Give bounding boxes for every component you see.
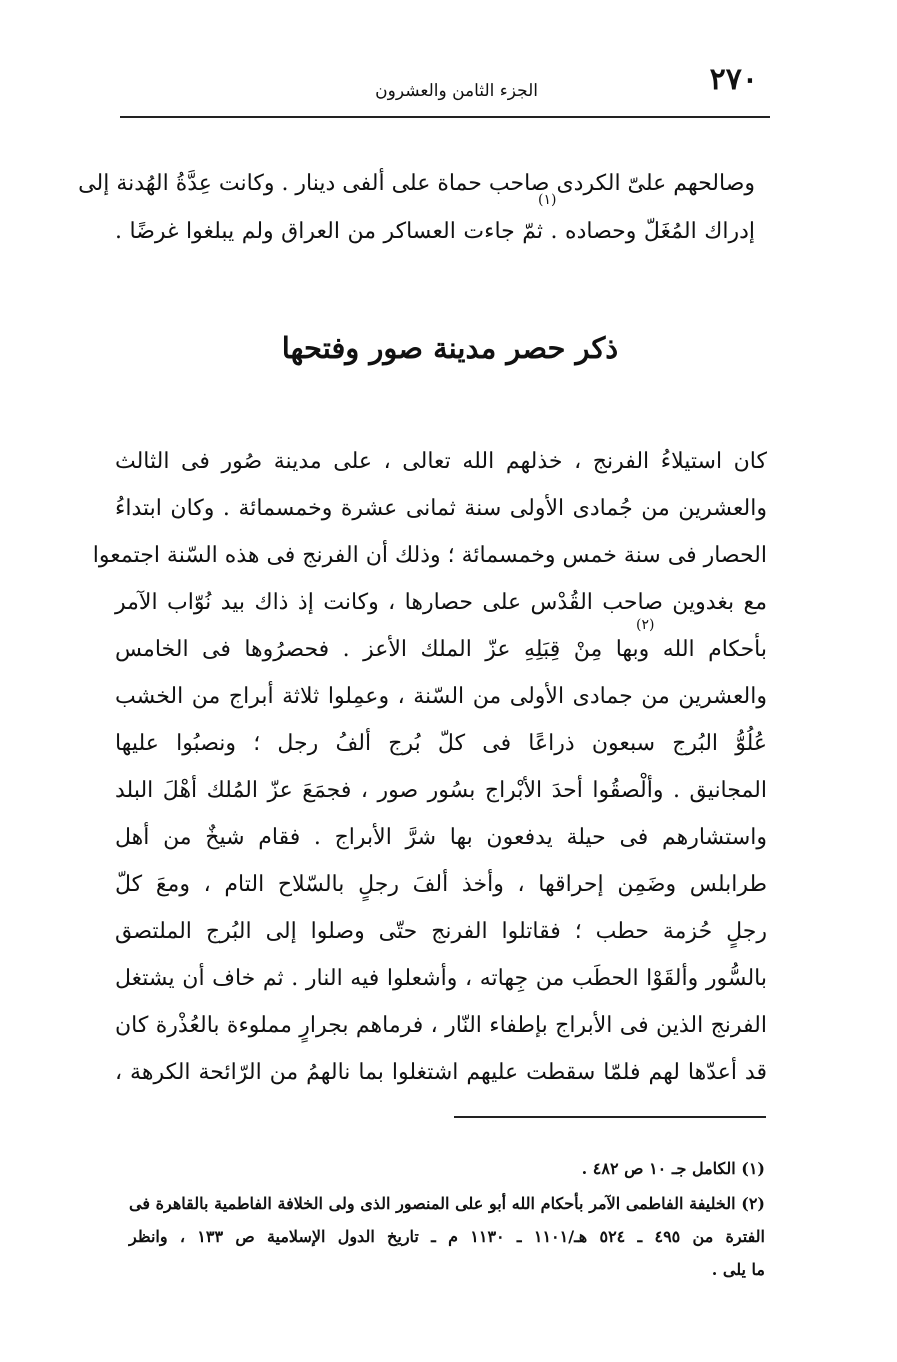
text-line: المجانيق . وألْصقُوا أحدَ الأبْراج بسُور صور ، فجمَعَ عزّ المُلك أهْلَ البلد: [115, 778, 767, 803]
text-line: واستشارهم فى حيلة يدفعون بها شرَّ الأبراج . فقام شيخٌ من أهل: [115, 825, 767, 850]
text-line: الفرنج الذين فى الأبراج بإطفاء النّار ، فرماهم بجرارٍ مملوءة بالعُذْرة كان: [115, 1013, 767, 1038]
text-line: بالسُّور وألقَوْا الحطَب من جِهاته ، وأشعلوا فيه النار . ثم خاف أن يشتغل: [115, 966, 767, 991]
text-line: والعشرين من جُمادى الأولى سنة ثمانى عشرة وخمسمائة . وكان ابتداءُ: [115, 496, 767, 521]
intro-paragraph: [78, 160, 755, 256]
footnote-2: [129, 1187, 765, 1286]
footnote-line: (٢) الخليفة الفاطمى الآمر بأحكام الله أبو على المنصور الذى ولى الخلافة الفاطمية بالقاهرة فى: [129, 1194, 765, 1213]
text-line: بأحكام الله وبها مِنْ قِبَلِهِ عزّ الملك الأعز . فحصرُوها فى الخامس: [115, 637, 767, 662]
footnote-line: الفترة من ٤٩٥ ـ ٥٢٤ هـ/١١٠١ ـ ١١٣٠ م ـ تاريخ الدول الإسلامية ص ١٣٣ ، وانظر: [129, 1227, 765, 1246]
footnote-1: [129, 1152, 765, 1185]
text-line: والعشرين من جمادى الأولى من السّنة ، وعمِلوا ثلاثة أبراج من الخشب: [115, 684, 767, 709]
section-title: ذكر حصر مدينة صور وفتحها: [281, 331, 619, 365]
footnote-marker-1: (١): [538, 192, 557, 208]
text-line: طرابلس وضَمِن إحراقها ، وأخذ ألفَ رجلٍ بالسّلاح التام ، ومعَ كلّ: [115, 872, 767, 897]
footnote-rule: [454, 1116, 766, 1118]
footnote-marker-2: (٢): [636, 617, 655, 633]
running-head: الجزء الثامن والعشرون: [375, 81, 538, 101]
text-line: عُلُوُّ البُرج سبعون ذراعًا فى كلّ بُرج ألفُ رجل ؛ ونصبُوا عليها: [115, 731, 767, 756]
text-line: [115, 208, 755, 256]
body-paragraph: [92, 438, 767, 1096]
footnote-line: ما يلى .: [711, 1260, 765, 1279]
page-header: [120, 62, 770, 120]
header-rule: [120, 116, 770, 118]
text-line: وصالحهم علىّ الكردى صاحب حماة على ألفى دينار . وكانت عِدَّةُ الهُدنة إلى: [78, 171, 755, 196]
footnotes: [129, 1152, 765, 1286]
text-line: مع بغدوين صاحب القُدْس على حصارها ، وكانت إذ ذاك بيد نُوّاب الآمر: [115, 590, 767, 615]
text-line: كان استيلاءُ الفرنج ، خذلهم الله تعالى ، على مدينة صُور فى الثالث: [115, 449, 767, 474]
text-line: قد أعدّها لهم فلمّا سقطت عليهم اشتغلوا بما نالهمُ من الرّائحة الكرهة ،: [115, 1060, 767, 1085]
text-line-content: إدراك المُغَلّ وحصاده . ثمّ جاءت العساكر من العراق ولم يبلغوا غرضًا .: [115, 219, 755, 244]
text-line: الحصار فى سنة خمس وخمسمائة ؛ وذلك أن الفرنج فى هذه السّنة اجتمعوا: [92, 543, 767, 568]
text-line: رجلٍ حُزمة حطب ؛ فقاتلوا الفرنج حتّى وصلوا إلى البُرج الملتصق: [115, 919, 767, 944]
page-number: ٢٧٠: [709, 62, 758, 97]
footnote-line: (١) الكامل جـ ١٠ ص ٤٨٢ .: [581, 1159, 765, 1178]
